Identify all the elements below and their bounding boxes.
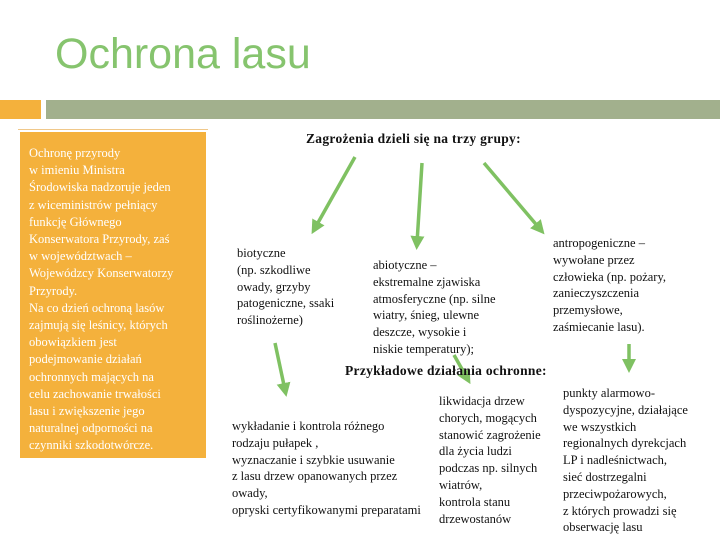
slide-title: Ochrona lasu <box>55 30 311 78</box>
text-line: LP i nadleśnictwach, <box>563 453 668 468</box>
text-line: przeciwpożarowych, <box>563 486 667 501</box>
text-line: Ochronę przyrody <box>29 146 121 160</box>
text-line: we wszystkich <box>563 419 637 434</box>
text-line: kontrola stanu <box>439 494 511 509</box>
text-line: z których prowadzi się <box>563 503 677 518</box>
text-line: (np. szkodliwe <box>237 262 311 277</box>
text-line: wiatry, śnieg, ulewne <box>373 308 480 323</box>
text-line: lasu i zwiększenie jego <box>29 404 145 419</box>
text-line: ochronnych mających na <box>29 369 154 384</box>
text-line: obserwację lasu <box>563 520 643 535</box>
anthropogenic-threats <box>553 235 666 336</box>
text-line: Konserwatora Przyrody, zaś <box>29 232 170 247</box>
text-line: regionalnych dyrekcjach <box>563 436 687 451</box>
biotic-threats <box>237 245 334 329</box>
abiotic-threats <box>373 257 496 358</box>
text-line: wyznaczanie i szybkie usuwanie <box>232 452 395 467</box>
text-line: wiatrów, <box>439 477 483 492</box>
text-line: Wojewódzcy Konserwatorzy <box>29 266 174 281</box>
arrow-abiotic <box>417 163 422 243</box>
text-line: celu zachowanie trwałości <box>29 386 161 401</box>
text-line: niskie temperatury); <box>373 341 475 356</box>
text-line: roślinożerne) <box>237 313 303 328</box>
text-line: zanieczyszczenia <box>553 286 640 301</box>
text-line: dla życia ludzi <box>439 444 512 459</box>
text-line: biotyczne <box>237 246 286 260</box>
text-line: atmosferyczne (np. silne <box>373 291 496 306</box>
text-line: Środowiska nadzoruje jeden <box>29 180 171 195</box>
text-line: punkty alarmowo- <box>563 386 655 400</box>
text-line: rodzaju pułapek , <box>232 435 319 450</box>
text-line: drzewostanów <box>439 511 512 526</box>
text-line: likwidacja drzew <box>439 394 525 408</box>
text-line: zajmują się leśnicy, których <box>29 318 168 333</box>
text-line: z wiceministrów pełniący <box>29 197 158 212</box>
text-line: owady, <box>232 486 268 501</box>
arrow-anthropogenic <box>484 163 540 229</box>
text-line: abiotyczne – <box>373 258 437 272</box>
arrow-biotic <box>315 157 355 228</box>
text-line: chorych, mogących <box>439 410 537 425</box>
text-line: z lasu drzew opanowanych przez <box>232 469 398 484</box>
text-line: antropogeniczne – <box>553 236 645 250</box>
text-line: Przyrody. <box>29 283 78 298</box>
arrow-action-biotic <box>275 343 285 390</box>
actions-heading: Przykładowe działania ochronne: <box>345 363 547 378</box>
abiotic-actions <box>439 393 541 527</box>
threats-heading: Zagrożenia dzieli się na trzy grupy: <box>306 131 521 146</box>
text-line: stanowić zagrożenie <box>439 427 541 442</box>
text-line: podczas np. silnych <box>439 461 538 476</box>
text-line: wykładanie i kontrola różnego <box>232 419 385 433</box>
text-line: zaśmiecanie lasu). <box>553 319 645 334</box>
text-line: sieć dostrzegalni <box>563 469 647 484</box>
text-line: patogeniczne, ssaki <box>237 296 335 311</box>
text-line: dyspozycyjne, działające <box>563 402 688 417</box>
text-line: naturalnej odporności na <box>29 421 153 436</box>
text-line: opryski certyfikowanymi preparatami <box>232 502 421 517</box>
text-line: ekstremalne zjawiska <box>373 274 481 289</box>
text-line: deszcze, wysokie i <box>373 325 467 340</box>
biotic-actions <box>232 418 421 519</box>
text-line: wywołane przez <box>553 252 635 267</box>
text-line: czynniki szkodotwórcze. <box>29 438 154 453</box>
text-line: obowiązkiem jest <box>29 335 117 350</box>
text-line: przemysłowe, <box>553 303 623 318</box>
text-line: w imieniu Ministra <box>29 163 125 178</box>
text-line: podejmowanie działań <box>29 352 142 367</box>
text-line: funkcję Głównego <box>29 214 122 229</box>
text-line: Na co dzień ochroną lasów <box>29 300 165 315</box>
text-line: człowieka (np. pożary, <box>553 269 667 284</box>
text-line: w województwach – <box>29 249 132 264</box>
text-line: owady, grzyby <box>237 279 311 294</box>
anthropogenic-actions <box>563 385 688 536</box>
